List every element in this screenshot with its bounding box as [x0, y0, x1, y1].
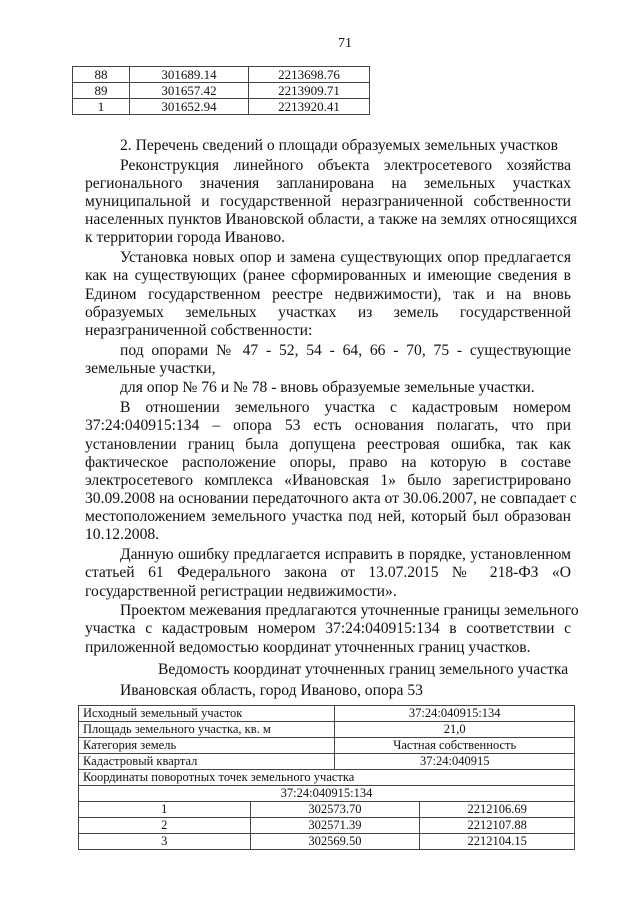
table-cell: 302571.39 — [250, 818, 420, 834]
paragraph — [85, 342, 571, 378]
table-row — [79, 786, 575, 802]
text-line: Проектом межевания предлагаются уточненные границы земельного — [120, 602, 579, 620]
page-number: 71 — [338, 36, 352, 51]
table-cell: 3 — [79, 834, 251, 850]
paragraph — [85, 546, 571, 601]
table-row — [79, 706, 575, 722]
table-cell: 2212107.88 — [420, 818, 575, 834]
paragraph — [85, 156, 578, 248]
table-row — [79, 722, 575, 738]
text-line: под опорами № 47 - 52, 54 - 64, 66 - 70, 75 - существующие — [120, 341, 571, 359]
text-line: приложенной ведомостью координат уточненных границ участков. — [85, 638, 531, 656]
text-line: Реконструкция линейного объекта электросетевого хозяйства — [120, 156, 571, 174]
location-line: Ивановская область, город Иваново, опора 53 — [120, 682, 423, 699]
table-cell: 89 — [73, 83, 130, 99]
paragraph — [85, 379, 571, 397]
text-line: 30.09.2008 на основании передаточного акта от 30.06.2007, не совпадает с — [85, 490, 577, 508]
table-row — [73, 83, 370, 99]
table-cell: 301657.42 — [130, 83, 249, 99]
table-cell: 301652.94 — [130, 99, 249, 115]
text-line: 37:24:040915:134 – опора 53 есть основания полагать, что при — [85, 417, 571, 435]
table-row — [79, 818, 575, 834]
text-line: местоположением земельного участка под ней, который был образован — [85, 508, 571, 526]
table-cell: 2212104.15 — [420, 834, 575, 850]
table-row — [79, 834, 575, 850]
text-line: фактическое расположение опоры, право на которую в составе — [85, 453, 571, 471]
table-cell: 2213909.71 — [249, 83, 370, 99]
table-cell: 2213920.41 — [249, 99, 370, 115]
text-line: Едином государственном реестре недвижимости), так и на вновь — [85, 285, 571, 303]
table-row — [73, 67, 370, 83]
text-line: к территории города Иваново. — [85, 229, 286, 247]
table-cell: 1 — [73, 99, 130, 115]
table-row — [73, 99, 370, 115]
table-row — [79, 770, 575, 786]
coordinates-table-top — [72, 66, 370, 115]
table-cell: 37:24:040915:134 — [335, 706, 575, 722]
text-line: Данную ошибку предлагается исправить в порядке, установленном — [120, 546, 571, 564]
table-cell: Частная собственность — [335, 738, 575, 754]
table-cell: 301689.14 — [130, 67, 249, 83]
text-line: неразграниченной собственности: — [85, 321, 313, 339]
table-row — [79, 754, 575, 770]
table-row — [79, 738, 575, 754]
text-line: В отношении земельного участка с кадастровым номером — [120, 399, 571, 417]
text-line: участка с кадастровым номером 37:24:040915:134 в соответствии с — [85, 620, 571, 638]
table-cell: 2213698.76 — [249, 67, 370, 83]
table-cell: 1 — [79, 802, 251, 818]
table-cell: 21,0 — [335, 722, 575, 738]
table-row — [79, 802, 575, 818]
table-cell: 302573.70 — [250, 802, 420, 818]
text-line: 2. Перечень сведений о площади образуемых земельных участков — [120, 137, 559, 154]
document-body — [85, 137, 579, 658]
table-cell: 88 — [73, 67, 130, 83]
text-line: земельные участки, — [85, 359, 216, 377]
table-cell: 2 — [79, 818, 251, 834]
table-cell: Кадастровый квартал — [79, 754, 335, 770]
table-cell: 37:24:040915 — [335, 754, 575, 770]
table-cell: 302569.50 — [250, 834, 420, 850]
text-line: как на существующих (ранее сформированных и имеющие сведения в — [85, 267, 571, 285]
table-cell: 2212106.69 — [420, 802, 575, 818]
paragraph — [85, 399, 577, 545]
paragraph — [85, 137, 571, 155]
text-line: образуемых земельных участках из земель государственной — [85, 303, 571, 321]
table-cell: Площадь земельного участка, кв. м — [79, 722, 335, 738]
paragraph — [85, 602, 579, 657]
table-cell: Координаты поворотных точек земельного участка — [79, 770, 575, 786]
text-line: муниципальной и государственной неразграниченной собственности — [85, 193, 571, 211]
parcel-table — [78, 705, 575, 850]
text-line: населенных пунктов Ивановской области, а также на землях относящихся — [85, 211, 578, 229]
table-cell: Категория земель — [79, 738, 335, 754]
text-line: установлении границ была допущена реестровая ошибка, так как — [85, 435, 571, 453]
table-cell: 37:24:040915:134 — [79, 786, 575, 802]
paragraph — [85, 249, 571, 340]
text-line: регионального значения запланирована на земельных участках — [85, 174, 571, 192]
text-line: статьей 61 Федерального закона от 13.07.2015 № 218-ФЗ «О — [85, 564, 571, 582]
text-line: 10.12.2008. — [85, 526, 160, 544]
text-line: для опор № 76 и № 78 - вновь образуемые земельные участки. — [120, 379, 535, 397]
text-line: государственной регистрации недвижимости». — [85, 582, 397, 600]
table-cell: Исходный земельный участок — [79, 706, 335, 722]
text-line: Установка новых опор и замена существующих опор предлагается — [120, 249, 571, 267]
statement-title: Ведомость координат уточненных границ земельного участка — [158, 661, 569, 678]
text-line: электросетевого комплекса «Ивановская 1» было зарегистрировано — [85, 471, 571, 489]
